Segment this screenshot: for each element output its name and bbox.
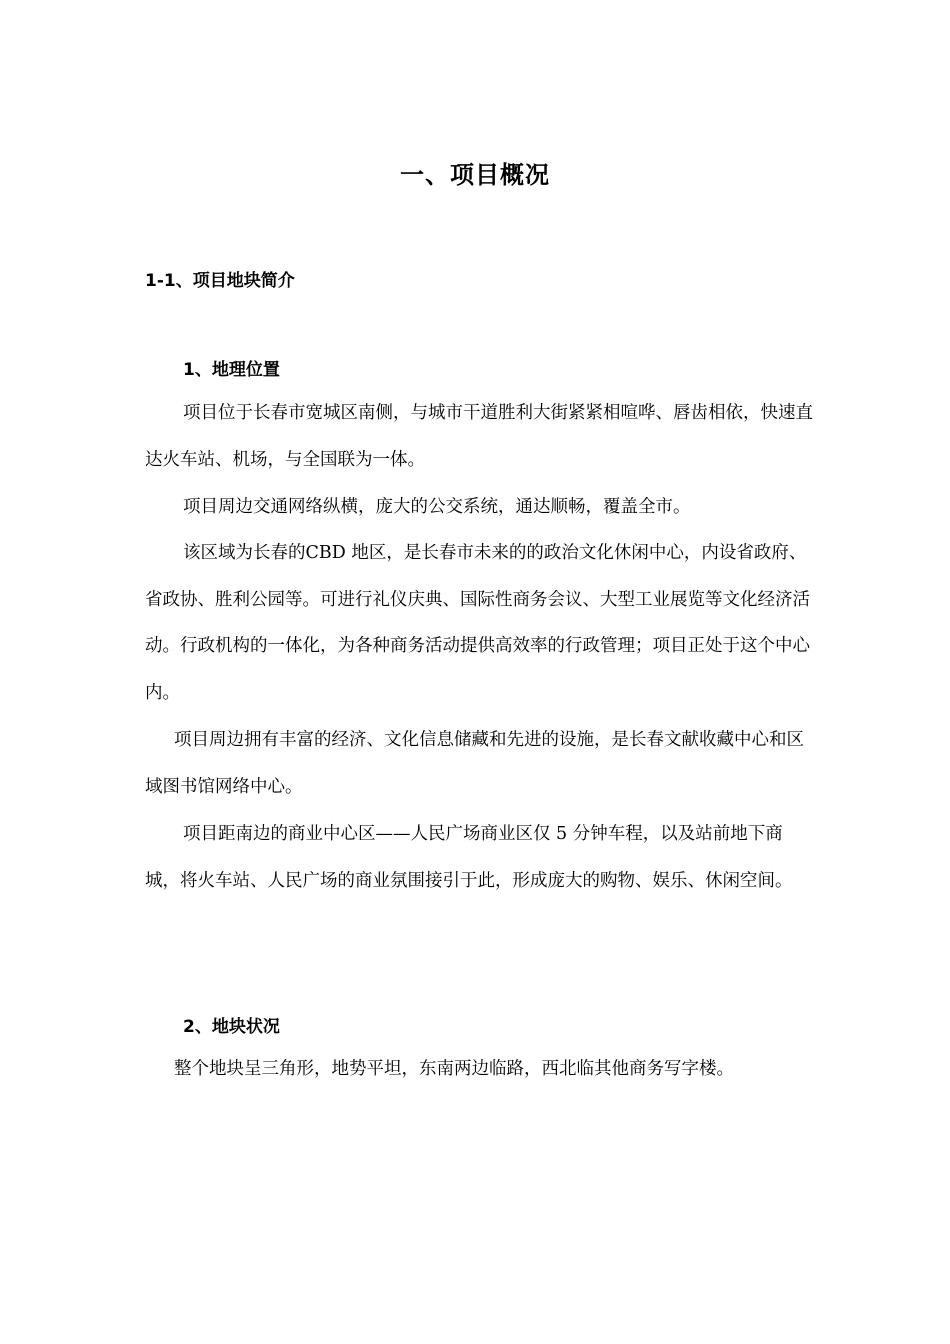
section-heading: 1-1、项目地块简介 bbox=[145, 271, 295, 291]
subsection-heading-plot: 2、地块状况 bbox=[183, 1017, 280, 1037]
paragraph-transport: 项目周边交通网络纵横，庞大的公交系统，通达顺畅，覆盖全市。 bbox=[183, 497, 691, 517]
paragraph-facilities: 项目周边拥有丰富的经济、文化信息储藏和先进的设施，是长春文献收藏中心和区域图书馆网络中心。 bbox=[145, 730, 804, 797]
paragraph-plot: 整个地块呈三角形，地势平坦，东南两边临路，西北临其他商务写字楼。 bbox=[174, 1059, 734, 1079]
paragraph-location: 项目位于长春市宽城区南侧，与城市干道胜利大街紧紧相喧哗、唇齿相依，快速直达火车站、机场，与全国联为一体。 bbox=[145, 403, 813, 470]
subsection-heading-location: 1、地理位置 bbox=[183, 360, 280, 380]
document-title: 一、项目概况 bbox=[400, 161, 550, 189]
paragraph-cbd: 该区域为长春的CBD 地区，是长春市未来的的政治文化休闲中心，内设省政府、省政协、胜利公园等。可进行礼仪庆典、国际性商务会议、大型工业展览等文化经济活动。行政机构的一体化，为各种商务活动提供高效率的行政管理；项目正处于这个中心内。 bbox=[145, 543, 810, 703]
paragraph-commerce: 项目距南边的商业中心区——人民广场商业区仅 5 分钟车程，以及站前地下商城，将火车站、人民广场的商业氛围接引于此，形成庞大的购物、娱乐、休闲空间。 bbox=[145, 824, 793, 891]
